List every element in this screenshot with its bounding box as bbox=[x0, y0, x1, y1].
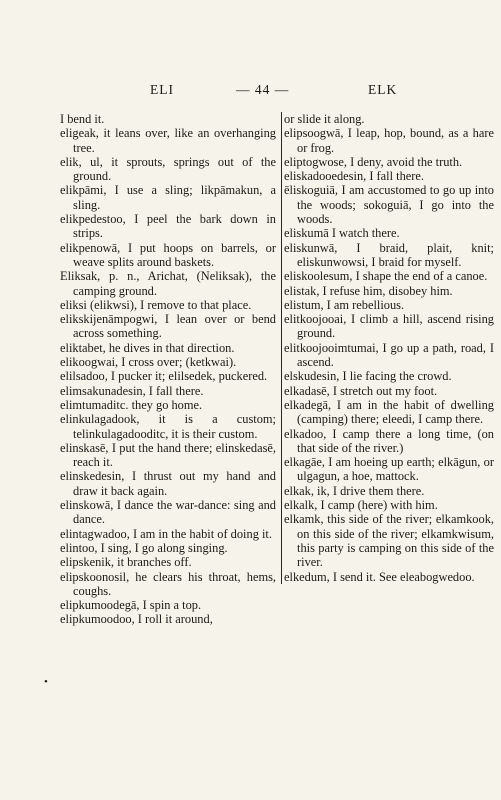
right-column bbox=[281, 112, 494, 584]
margin-mark: • bbox=[44, 676, 48, 688]
left-column bbox=[60, 112, 276, 627]
header-left-guide-word: ELI bbox=[150, 82, 174, 97]
dictionary-entry: elipkumoodoo, I roll it around, bbox=[60, 612, 213, 627]
dictionary-entry: elilsadoo, I pucker it; elilsedek, puckered. bbox=[60, 369, 268, 384]
dictionary-entry: elkadoo, I camp there a long time, (on that side of the river.) bbox=[284, 426, 494, 455]
dictionary-entry: eliksi (elikwsi), I remove to that place. bbox=[60, 297, 252, 312]
dictionary-entry: elik, ul, it sprouts, springs out of the ground. bbox=[60, 154, 276, 184]
dictionary-entry: elinskedesin, I thrust out my hand and draw it back again. bbox=[60, 469, 276, 498]
dictionary-entry: elskudesin, I lie facing the crowd. bbox=[284, 369, 452, 384]
dictionary-entry: elintagwadoo, I am in the habit of doing it. bbox=[60, 526, 272, 541]
dictionary-entry: elintoo, I sing, I go along singing. bbox=[60, 540, 228, 555]
dictionary-entry: elipskoonosil, he clears his throat, hems, coughs. bbox=[60, 569, 276, 598]
dictionary-entry: elinkulagadook, it is a custom; telinkulagadooditc, it is their custom. bbox=[60, 412, 276, 441]
dictionary-entry: elkagāe, I am hoeing up earth; elkāgun, or ulgagun, a hoe, mattock. bbox=[284, 455, 494, 484]
dictionary-entry: I bend it. bbox=[60, 112, 105, 126]
dictionary-entry: eliskoolesum, I shape the end of a canoe. bbox=[284, 269, 488, 284]
dictionary-entry: elinskasē, I put the hand there; elinskedasē, reach it. bbox=[60, 440, 276, 470]
dictionary-entry: elimsakunadesin, I fall there. bbox=[60, 383, 204, 398]
dictionary-entry: or slide it along. bbox=[284, 112, 365, 126]
dictionary-entry: eliskumā I watch there. bbox=[284, 226, 400, 241]
dictionary-entry: elistum, I am rebellious. bbox=[284, 297, 405, 312]
dictionary-entry: elitkoojooai, I climb a hill, ascend rising ground. bbox=[284, 312, 494, 341]
dictionary-entry: eligeak, it leans over, like an overhanging tree. bbox=[60, 126, 276, 155]
dictionary-entry: elistak, I refuse him, disobey him. bbox=[284, 283, 453, 298]
dictionary-entry: elinskowā, I dance the war-dance: sing and dance. bbox=[60, 498, 276, 527]
dictionary-entry: ēliskoguiā, I am accustomed to go up into the woods; sokoguiā, I go into the woods. bbox=[284, 183, 494, 227]
dictionary-entry: eliskunwā, I braid, plait, knit; eliskunwowsi, I braid for myself. bbox=[284, 240, 494, 269]
dictionary-entry: elikskijenāmpogwi, I lean over or bend across something. bbox=[60, 312, 276, 341]
dictionary-entry: elipskenik, it branches off. bbox=[60, 555, 192, 570]
dictionary-entry: elipkumoodegā, I spin a top. bbox=[60, 598, 202, 613]
dictionary-entry: eliktabet, he dives in that direction. bbox=[60, 340, 235, 355]
dictionary-entry: elkedum, I send it. See eleabogwedoo. bbox=[284, 569, 475, 584]
dictionary-entry: elkamk, this side of the river; elkamkook, on this side of the river; elkamkwisum, this party is camping on this side of the river. bbox=[284, 512, 494, 570]
dictionary-entry: elikpedestoo, I peel the bark down in strips. bbox=[60, 212, 276, 241]
running-header bbox=[0, 82, 501, 102]
dictionary-entry: elkalk, I camp (here) with him. bbox=[284, 498, 438, 513]
header-right-guide-word: ELK bbox=[368, 82, 398, 97]
dictionary-entry: elipsoogwā, I leap, hop, bound, as a hare or frog. bbox=[284, 126, 494, 155]
dictionary-entry: elikpenowā, I put hoops on barrels, or weave splits around baskets. bbox=[60, 240, 276, 269]
dictionary-entry: elikoogwai, I cross over; (ketkwai). bbox=[60, 355, 237, 370]
dictionary-entry: elkadasē, I stretch out my foot. bbox=[284, 383, 438, 398]
dictionary-entry: Eliksak, p. n., Arichat, (Neliksak), the camping ground. bbox=[60, 269, 276, 298]
page-number: — 44 — bbox=[236, 82, 290, 97]
dictionary-entry: elikpāmi, I use a sling; likpāmakun, a sling. bbox=[60, 183, 276, 212]
dictionary-entry: elimtumaditc. they go home. bbox=[60, 397, 203, 412]
dictionary-entry: eliskadooedesin, I fall there. bbox=[284, 169, 425, 184]
dictionary-entry: elkadegā, I am in the habit of dwelling (camping) there; eleedi, I camp there. bbox=[284, 397, 494, 427]
dictionary-entry: eliptogwose, I deny, avoid the truth. bbox=[284, 154, 463, 169]
dictionary-entry: elkak, ik, I drive them there. bbox=[284, 483, 425, 498]
dictionary-entry: elitkoojooimtumai, I go up a path, road, I ascend. bbox=[284, 340, 494, 370]
